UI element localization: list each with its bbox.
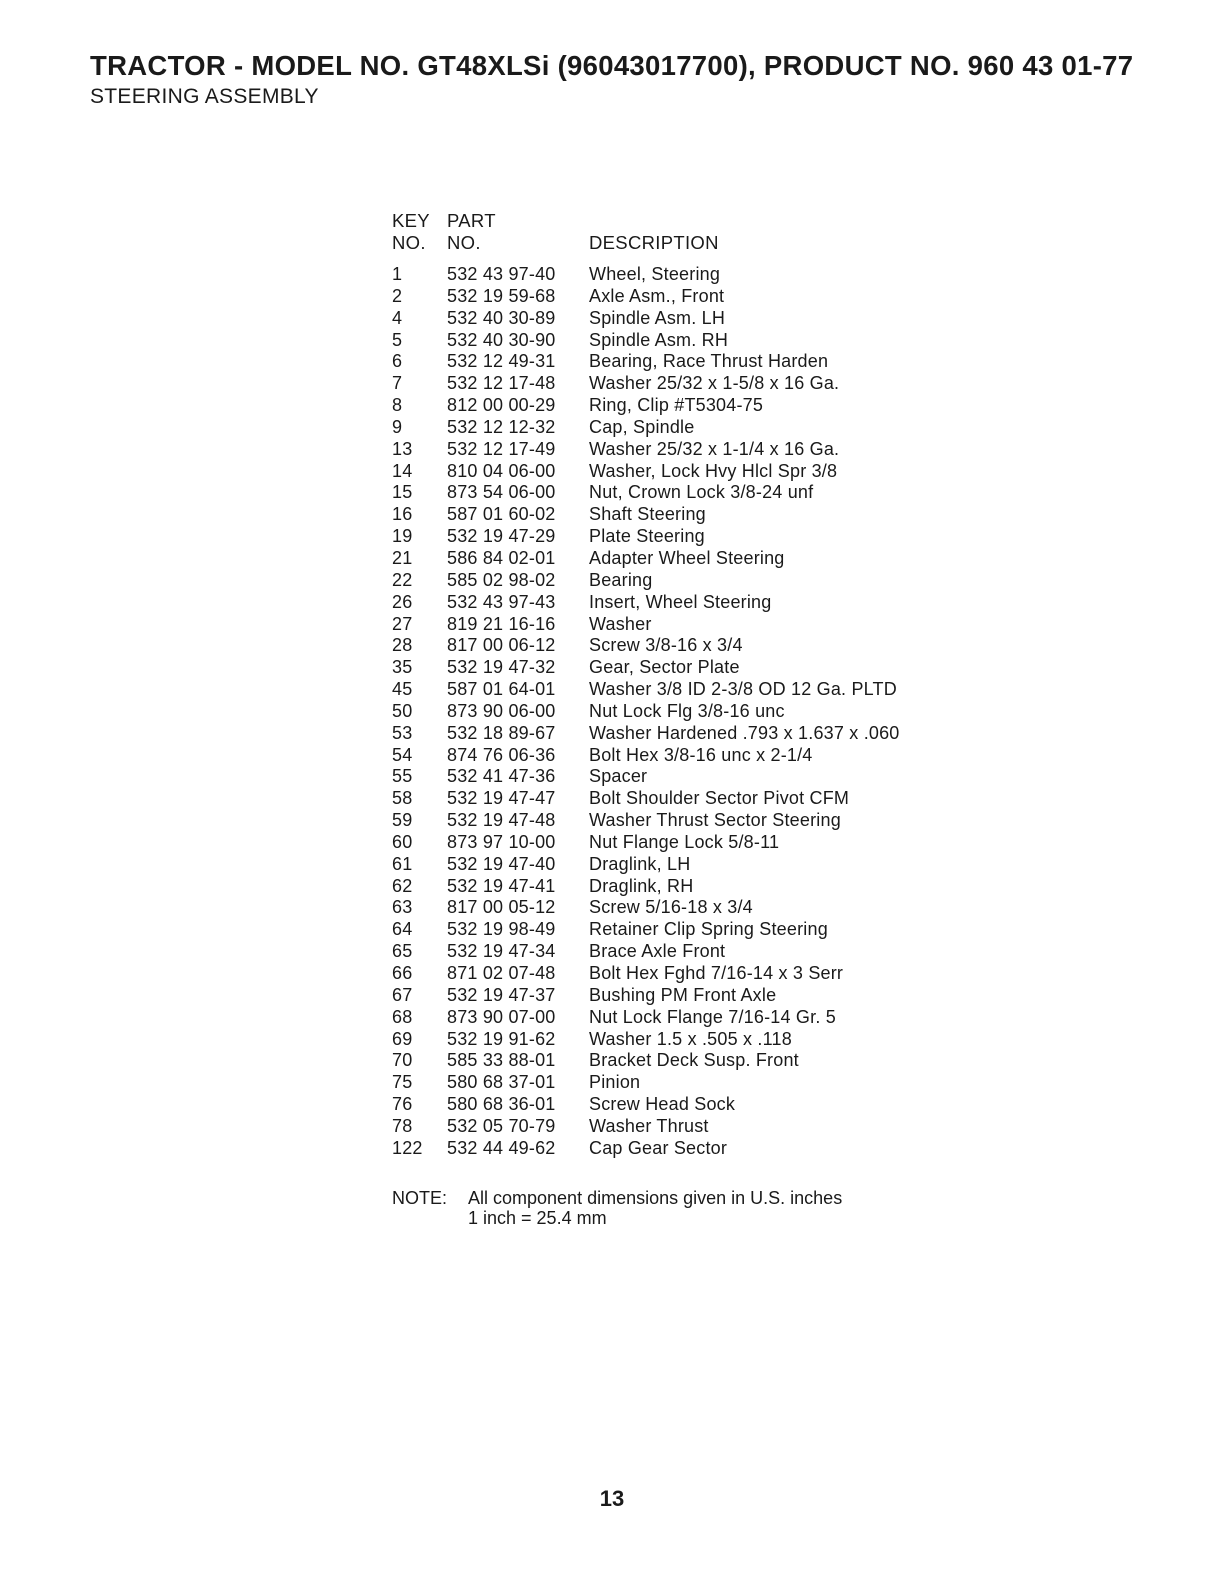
description-header: DESCRIPTION	[589, 232, 719, 253]
key-no-cell: 50	[392, 700, 413, 721]
note-label: NOTE:	[392, 1188, 448, 1208]
parts-table	[392, 210, 949, 1160]
table-row	[392, 592, 949, 614]
description-cell: Washer	[589, 613, 652, 634]
description-cell: Wheel, Steering	[589, 264, 721, 284]
note-line-1	[392, 1188, 842, 1208]
key-no-cell: 61	[392, 853, 413, 874]
part-no-cell: 873 54 06-00	[447, 482, 556, 503]
key-no-cell: 26	[392, 591, 413, 612]
part-no-cell: 532 05 70-79	[447, 1115, 556, 1136]
description-cell: Washer 1.5 x .505 x .118	[589, 1028, 792, 1049]
key-no-cell: 59	[392, 810, 413, 831]
table-row	[392, 1029, 949, 1051]
key-no-cell: 78	[392, 1115, 413, 1136]
part-no-cell: 810 04 06-00	[447, 460, 556, 481]
table-row	[392, 766, 949, 788]
note-text: All component dimensions given in U.S. inches	[468, 1188, 843, 1208]
table-row	[392, 876, 949, 898]
part-no-cell: 532 12 17-49	[447, 438, 556, 459]
part-no-cell: 874 76 06-36	[447, 744, 556, 765]
key-no-cell: 62	[392, 875, 413, 896]
table-row	[392, 526, 949, 548]
key-no-cell: 75	[392, 1072, 413, 1093]
table-row	[392, 897, 949, 919]
table-row	[392, 985, 949, 1007]
table-row	[392, 308, 949, 330]
description-header-spacer	[589, 210, 949, 232]
part-no-cell: 873 90 07-00	[447, 1006, 556, 1027]
part-no-cell: 532 19 47-34	[447, 941, 556, 962]
key-no-cell: 35	[392, 657, 413, 678]
key-no-cell: 19	[392, 526, 413, 547]
table-row	[392, 482, 949, 504]
description-cell: Bushing PM Front Axle	[589, 984, 777, 1005]
part-no-cell: 873 90 06-00	[447, 700, 556, 721]
part-no-cell: 587 01 64-01	[447, 679, 556, 700]
parts-table-body	[392, 264, 949, 1160]
key-no-cell: 8	[392, 395, 403, 416]
table-row	[392, 1116, 949, 1138]
key-no-cell: 63	[392, 897, 413, 918]
description-cell: Bracket Deck Susp. Front	[589, 1050, 799, 1071]
description-cell: Nut Flange Lock 5/8-11	[589, 831, 780, 852]
part-no-cell: 871 02 07-48	[447, 963, 556, 983]
note-line-2: 1 inch = 25.4 mm	[468, 1208, 607, 1228]
key-no-cell: 70	[392, 1050, 413, 1071]
part-no-cell: 532 44 49-62	[447, 1137, 556, 1158]
section-title: STEERING ASSEMBLY	[90, 85, 319, 108]
description-cell: Retainer Clip Spring Steering	[589, 919, 828, 940]
description-cell: Pinion	[589, 1072, 641, 1093]
key-no-cell: 13	[392, 438, 413, 459]
table-row	[392, 461, 949, 483]
description-cell: Washer Thrust	[589, 1115, 709, 1136]
description-cell: Plate Steering	[589, 526, 705, 547]
key-no-cell: 64	[392, 919, 413, 940]
description-cell: Spindle Asm. LH	[589, 307, 726, 328]
table-row	[392, 854, 949, 876]
table-row	[392, 723, 949, 745]
part-no-cell: 817 00 06-12	[447, 635, 556, 656]
table-row	[392, 395, 949, 417]
key-no-cell: 16	[392, 504, 413, 525]
part-no-cell: 532 19 47-40	[447, 853, 556, 874]
key-no-cell: 2	[392, 285, 403, 306]
key-no-cell: 54	[392, 744, 413, 765]
key-no-header-top: KEY	[392, 210, 430, 231]
part-no-cell: 532 19 91-62	[447, 1028, 556, 1049]
key-no-cell: 4	[392, 307, 403, 328]
part-no-cell: 532 12 12-32	[447, 416, 556, 437]
part-no-cell: 586 84 02-01	[447, 547, 556, 568]
table-row	[392, 745, 949, 767]
table-row	[392, 1072, 949, 1094]
part-no-cell: 532 19 47-41	[447, 875, 556, 896]
table-row	[392, 635, 949, 657]
description-cell: Spacer	[589, 766, 648, 787]
table-row	[392, 1050, 949, 1072]
table-row	[392, 788, 949, 810]
part-no-header-top: PART	[447, 210, 496, 231]
description-cell: Washer 25/32 x 1-5/8 x 16 Ga.	[589, 373, 840, 394]
key-no-cell: 7	[392, 373, 403, 394]
table-row	[392, 701, 949, 723]
description-cell: Bearing	[589, 569, 653, 590]
table-row	[392, 810, 949, 832]
description-cell: Axle Asm., Front	[589, 285, 725, 306]
description-cell: Brace Axle Front	[589, 941, 726, 962]
description-cell: Nut, Crown Lock 3/8-24 unf	[589, 482, 814, 503]
table-row	[392, 679, 949, 701]
key-no-cell: 45	[392, 679, 413, 700]
description-cell: Nut Lock Flg 3/8-16 unc	[589, 700, 785, 721]
description-cell: Washer 25/32 x 1-1/4 x 16 Ga.	[589, 438, 840, 459]
table-row	[392, 548, 949, 570]
description-cell: Gear, Sector Plate	[589, 657, 740, 678]
table-row	[392, 614, 949, 636]
part-no-cell: 532 40 30-90	[447, 329, 556, 350]
table-row	[392, 504, 949, 526]
key-no-cell: 21	[392, 547, 413, 568]
description-cell: Shaft Steering	[589, 504, 706, 525]
table-row	[392, 657, 949, 679]
parts-table-header	[392, 210, 949, 264]
table-row	[392, 963, 949, 985]
key-no-cell: 5	[392, 329, 403, 350]
description-cell: Screw Head Sock	[589, 1094, 736, 1115]
part-no-cell: 817 00 05-12	[447, 897, 556, 918]
key-no-header-bottom: NO.	[392, 232, 426, 253]
description-cell: Ring, Clip #T5304-75	[589, 395, 764, 416]
key-no-cell: 27	[392, 613, 413, 634]
table-row	[392, 417, 949, 439]
key-no-cell: 69	[392, 1028, 413, 1049]
key-no-cell: 15	[392, 482, 413, 503]
description-cell: Insert, Wheel Steering	[589, 591, 772, 612]
page-number: 13	[599, 1486, 625, 1511]
key-no-cell: 1	[392, 264, 403, 284]
part-no-cell: 532 19 47-37	[447, 984, 556, 1005]
part-no-cell: 812 00 00-29	[447, 395, 556, 416]
part-no-cell: 585 02 98-02	[447, 569, 556, 590]
part-no-cell: 532 19 59-68	[447, 285, 556, 306]
key-no-cell: 9	[392, 416, 403, 437]
table-row	[392, 1094, 949, 1116]
part-no-cell: 587 01 60-02	[447, 504, 556, 525]
description-cell: Screw 3/8-16 x 3/4	[589, 635, 743, 656]
part-no-cell: 532 41 47-36	[447, 766, 556, 787]
description-cell: Bolt Hex 3/8-16 unc x 2-1/4	[589, 744, 813, 765]
description-cell: Cap Gear Sector	[589, 1137, 728, 1158]
description-cell: Washer 3/8 ID 2-3/8 OD 12 Ga. PLTD	[589, 679, 897, 700]
key-no-cell: 58	[392, 788, 413, 809]
note	[392, 1188, 842, 1228]
description-cell: Bolt Hex Fghd 7/16-14 x 3 Serr	[589, 963, 844, 983]
description-cell: Cap, Spindle	[589, 416, 695, 437]
description-cell: Bolt Shoulder Sector Pivot CFM	[589, 788, 850, 809]
description-cell: Draglink, LH	[589, 853, 691, 874]
table-row	[392, 1138, 949, 1160]
table-row	[392, 941, 949, 963]
key-no-cell: 67	[392, 984, 413, 1005]
key-no-cell: 68	[392, 1006, 413, 1027]
part-no-cell: 585 33 88-01	[447, 1050, 556, 1071]
part-no-cell: 873 97 10-00	[447, 831, 556, 852]
table-row	[392, 832, 949, 854]
table-row	[392, 373, 949, 395]
part-no-cell: 532 19 47-29	[447, 526, 556, 547]
part-no-header-bottom: NO.	[447, 232, 481, 253]
part-no-cell: 532 19 98-49	[447, 919, 556, 940]
key-no-cell: 60	[392, 831, 413, 852]
part-no-cell: 532 43 97-43	[447, 591, 556, 612]
part-no-cell: 532 19 47-47	[447, 788, 556, 809]
key-no-cell: 28	[392, 635, 413, 656]
key-no-cell: 53	[392, 722, 413, 743]
table-row	[392, 286, 949, 308]
part-no-cell: 532 12 17-48	[447, 373, 556, 394]
part-no-cell: 580 68 37-01	[447, 1072, 556, 1093]
description-cell: Draglink, RH	[589, 875, 694, 896]
table-row	[392, 351, 949, 373]
table-row	[392, 264, 949, 286]
table-row	[392, 330, 949, 352]
part-no-cell: 532 40 30-89	[447, 307, 556, 328]
key-no-cell: 55	[392, 766, 413, 787]
part-no-cell: 532 43 97-40	[447, 264, 556, 284]
description-cell: Screw 5/16-18 x 3/4	[589, 897, 753, 918]
table-row	[392, 919, 949, 941]
description-cell: Nut Lock Flange 7/16-14 Gr. 5	[589, 1006, 836, 1027]
key-no-cell: 65	[392, 941, 413, 962]
key-no-cell: 76	[392, 1094, 413, 1115]
part-no-cell: 580 68 36-01	[447, 1094, 556, 1115]
description-cell: Washer Thrust Sector Steering	[589, 810, 841, 831]
description-cell: Adapter Wheel Steering	[589, 547, 785, 568]
part-no-cell: 819 21 16-16	[447, 613, 556, 634]
key-no-cell: 6	[392, 351, 403, 372]
key-no-cell: 14	[392, 460, 413, 481]
part-no-cell: 532 19 47-48	[447, 810, 556, 831]
description-cell: Washer Hardened .793 x 1.637 x .060	[589, 722, 900, 743]
table-row	[392, 439, 949, 461]
key-no-cell: 122	[392, 1137, 423, 1158]
description-cell: Washer, Lock Hvy Hlcl Spr 3/8	[589, 460, 838, 481]
part-no-cell: 532 12 49-31	[447, 351, 556, 372]
description-cell: Bearing, Race Thrust Harden	[589, 351, 829, 372]
table-row	[392, 570, 949, 592]
part-no-cell: 532 19 47-32	[447, 657, 556, 678]
key-no-cell: 22	[392, 569, 413, 590]
table-row	[392, 1007, 949, 1029]
key-no-cell: 66	[392, 963, 413, 983]
page-title: TRACTOR - MODEL NO. GT48XLSi (96043017700), PRODUCT NO. 960 43 01-77	[90, 50, 1134, 81]
part-no-cell: 532 18 89-67	[447, 722, 556, 743]
description-cell: Spindle Asm. RH	[589, 329, 729, 350]
